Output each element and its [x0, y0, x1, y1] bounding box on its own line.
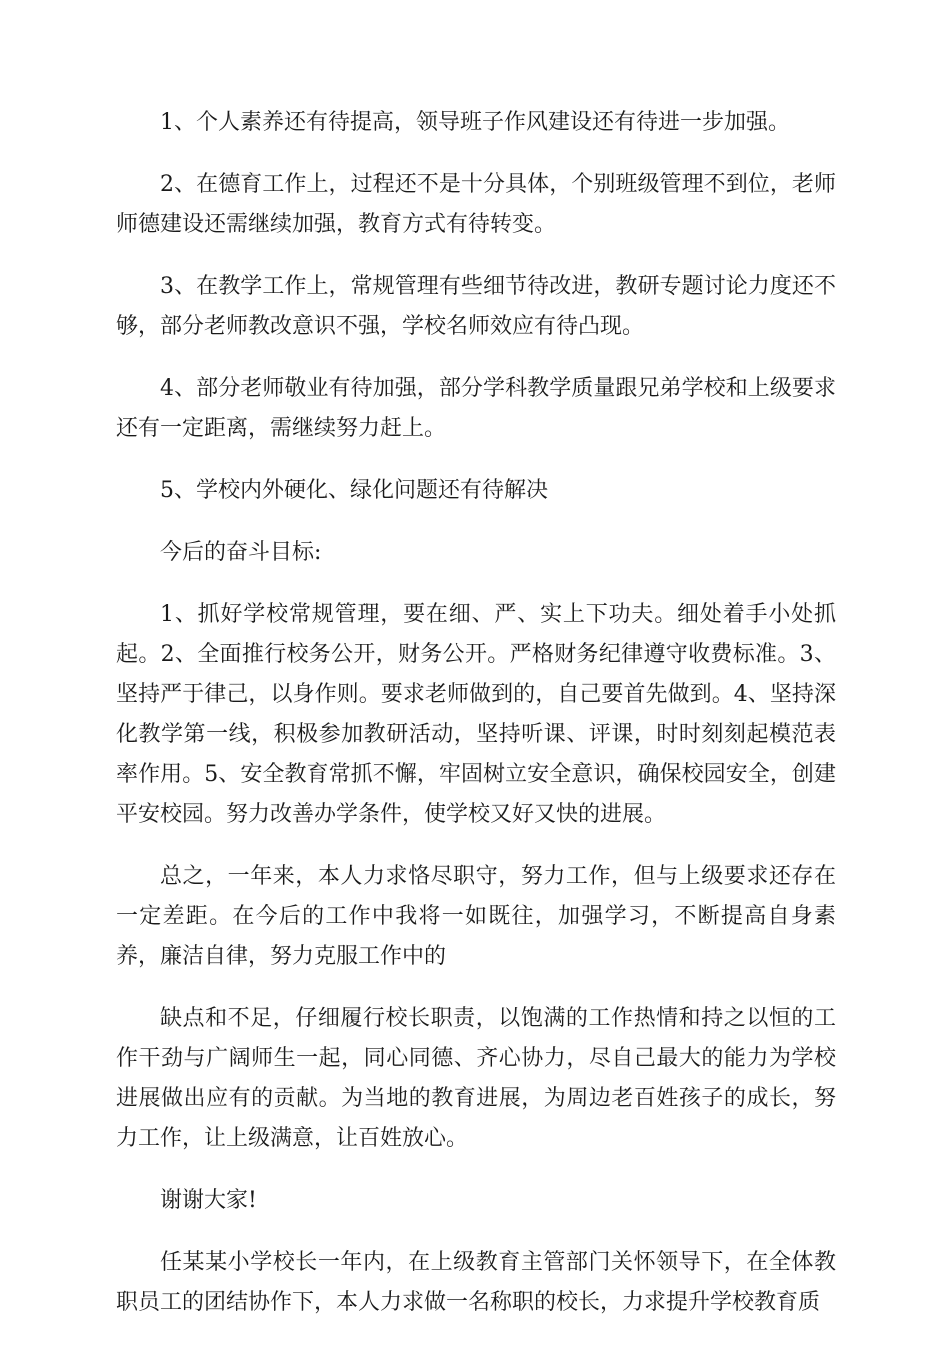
paragraph-next-report-intro: 任某某小学校长一年内，在上级教育主管部门关怀领导下，在全体教职员工的团结协作下，本人力求做一名称职的校长，力求提升学校教育质: [116, 1250, 836, 1315]
document-body: [116, 103, 836, 1345]
paragraph-weakness-1: 1、个人素养还有待提高，领导班子作风建设还有待进一步加强。: [160, 110, 790, 135]
paragraph-summary-continued: 缺点和不足，仔细履行校长职责，以饱满的工作热情和持之以恒的工作干劲与广阔师生一起，同心同德、齐心协力，尽自己最大的能力为学校进展做出应有的贡献。为当地的教育进展，为周边老百姓孩子的成长，努力工作，让上级满意，让百姓放心。: [116, 1006, 836, 1151]
paragraph-weakness-4: 4、部分老师敬业有待加强，部分学科教学质量跟兄弟学校和上级要求还有一定距离，需继续努力赶上。: [116, 376, 836, 441]
paragraph-weakness-5: 5、学校内外硬化、绿化问题还有待解决: [160, 478, 548, 503]
paragraph-goals-heading: 今后的奋斗目标:: [160, 540, 322, 565]
paragraph-goals-list: 1、抓好学校常规管理，要在细、严、实上下功夫。细处着手小处抓起。2、全面推行校务公开，财务公开。严格财务纪律遵守收费标准。3、坚持严于律己，以身作则。要求老师做到的，自己要首先做到。4、坚持深化教学第一线，积极参加教研活动，坚持听课、评课，时时刻刻起模范表率作用。5、安全教育常抓不懈，牢固树立安全意识，确保校园安全，创建平安校园。努力改善办学条件，使学校又好又快的进展。: [116, 602, 836, 827]
paragraph-weakness-2: 2、在德育工作上，过程还不是十分具体，个别班级管理不到位，老师师德建设还需继续加强，教育方式有待转变。: [116, 172, 836, 237]
paragraph-weakness-3: 3、在教学工作上，常规管理有些细节待改进，教研专题讨论力度还不够，部分老师教改意识不强，学校名师效应有待凸现。: [116, 274, 836, 339]
paragraph-summary: 总之，一年来，本人力求恪尽职守，努力工作，但与上级要求还存在一定差距。在今后的工作中我将一如既往，加强学习，不断提高自身素养，廉洁自律，努力克服工作中的: [116, 864, 836, 969]
paragraph-thanks: 谢谢大家!: [160, 1188, 257, 1213]
